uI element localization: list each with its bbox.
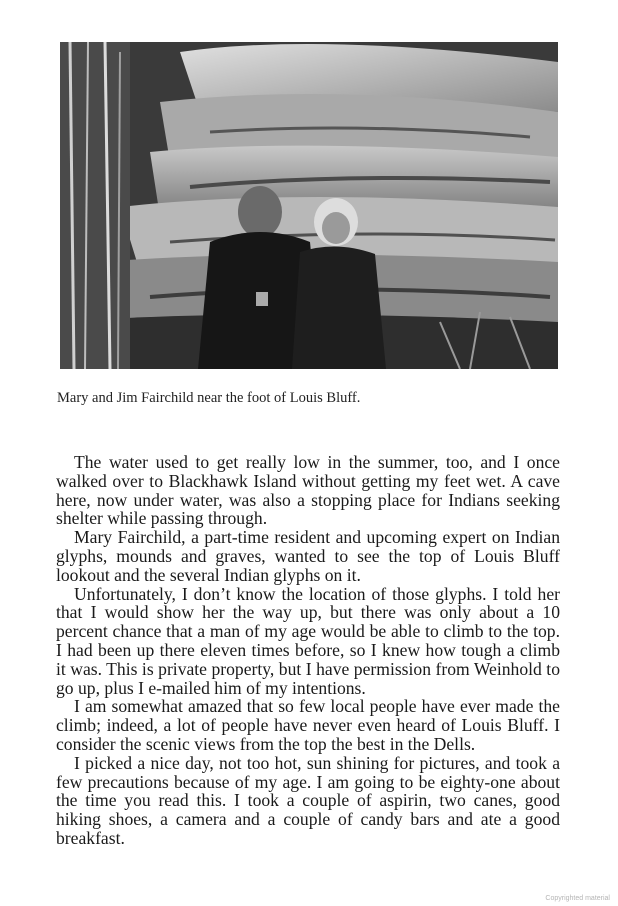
paragraph: I am somewhat amazed that so few local people have ever made the climb; indeed, a lot of people have never even heard of Louis Bluff. I consider the scenic views from the top the best in the Dells. [56, 696, 560, 754]
paragraph: Unfortunately, I don’t know the location of those glyphs. I told her that I would show her the way up, but there was only about a 10 percent chance that a man of my age would be able to climb to the top. I had been up there eleven times before, so I knew how tough a climb it was. This is private property, but I have permission from Weinhold to go up, plus I e-mailed him of my intentions. [56, 583, 560, 698]
body-text [56, 453, 560, 848]
paragraph: The water used to get really low in the summer, too, and I once walked over to Blackhawk Island without getting my feet wet. A cave here, now under water, was also a stopping place for Indians seeking shelter while passing through. [56, 452, 560, 529]
photo-mary-and-jim-fairchild [60, 42, 558, 369]
photo-image [60, 42, 558, 369]
photo-caption: Mary and Jim Fairchild near the foot of Louis Bluff. [57, 390, 361, 406]
copyright-notice: Copyrighted material [545, 895, 610, 902]
paragraph: Mary Fairchild, a part-time resident and upcoming expert on Indian glyphs, mounds and graves, wanted to see the top of Louis Bluff lookout and the several Indian glyphs on it. [56, 527, 560, 585]
paragraph: I picked a nice day, not too hot, sun shining for pictures, and took a few precautions because of my age. I am going to be eighty-one about the time you read this. I took a couple of aspirin, two canes, good hiking shoes, a camera and a couple of candy bars and ate a good breakfast. [56, 752, 560, 848]
